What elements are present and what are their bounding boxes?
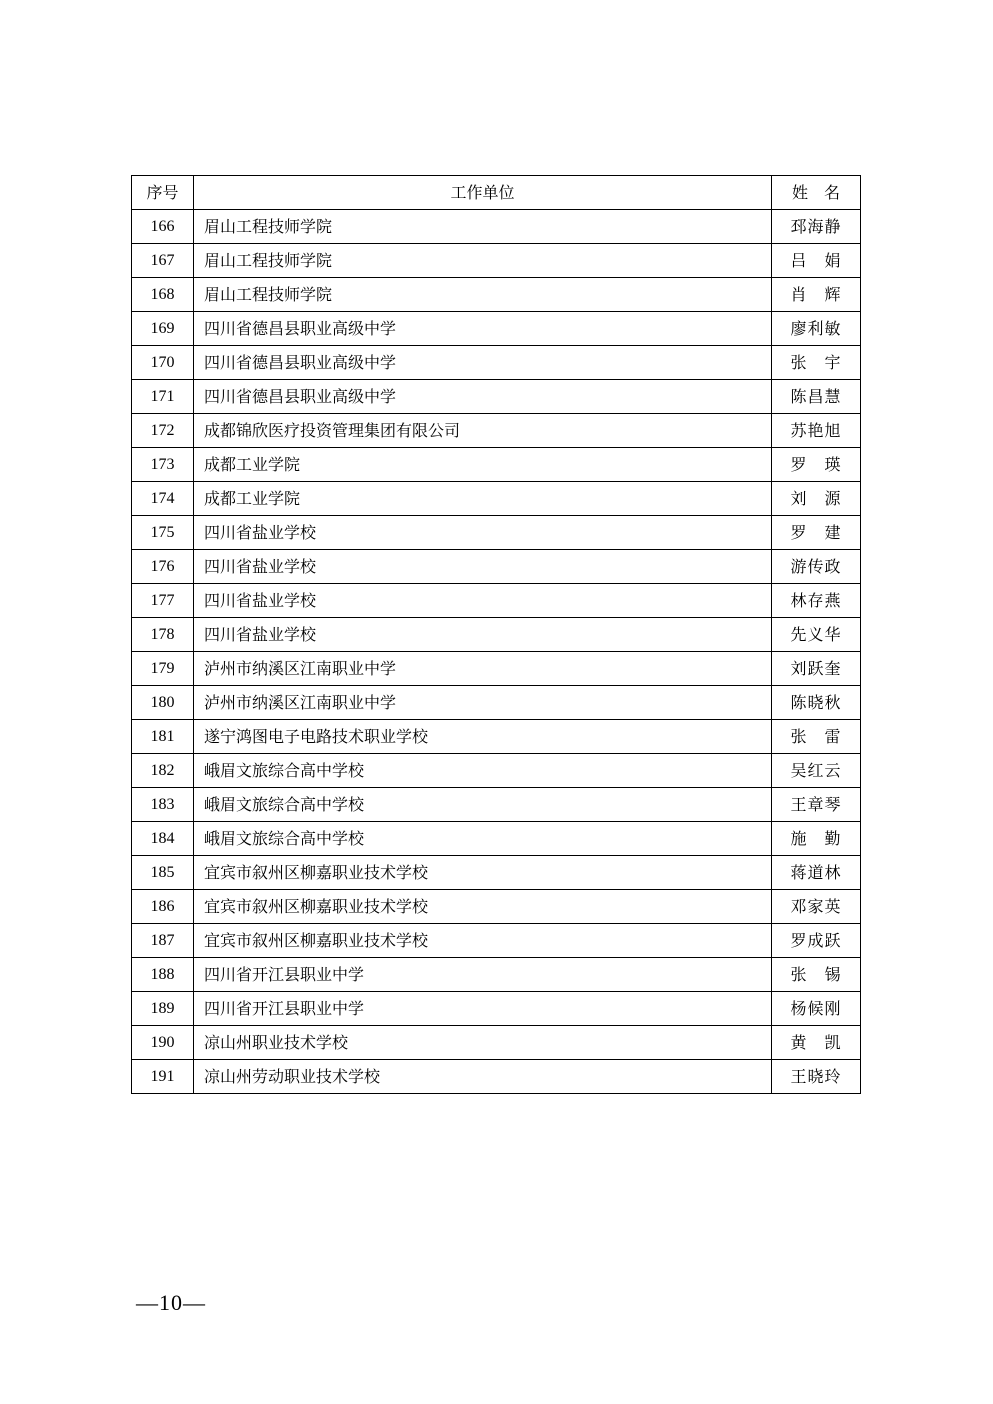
table-row [132, 720, 861, 754]
row-name: 蒋道林 [772, 856, 861, 890]
roster-table [131, 175, 861, 1094]
row-unit: 宜宾市叙州区柳嘉职业技术学校 [194, 890, 772, 924]
table-row [132, 312, 861, 346]
row-seq: 190 [132, 1026, 194, 1060]
row-seq: 172 [132, 414, 194, 448]
table-row [132, 992, 861, 1026]
row-seq: 170 [132, 346, 194, 380]
row-seq: 186 [132, 890, 194, 924]
row-name: 张 雷 [772, 720, 861, 754]
row-seq: 168 [132, 278, 194, 312]
row-seq: 166 [132, 210, 194, 244]
row-name: 肖 辉 [772, 278, 861, 312]
table-row [132, 686, 861, 720]
row-seq: 187 [132, 924, 194, 958]
row-name: 林存燕 [772, 584, 861, 618]
row-unit: 四川省盐业学校 [194, 618, 772, 652]
row-seq: 171 [132, 380, 194, 414]
row-unit: 成都锦欣医疗投资管理集团有限公司 [194, 414, 772, 448]
table-row [132, 856, 861, 890]
table-row [132, 958, 861, 992]
header-name: 姓 名 [772, 176, 861, 210]
row-seq: 174 [132, 482, 194, 516]
row-unit: 凉山州劳动职业技术学校 [194, 1060, 772, 1094]
row-seq: 178 [132, 618, 194, 652]
row-unit: 眉山工程技师学院 [194, 278, 772, 312]
table-row [132, 754, 861, 788]
table-row [132, 1026, 861, 1060]
row-seq: 185 [132, 856, 194, 890]
header-seq: 序号 [132, 176, 194, 210]
row-name: 邓家英 [772, 890, 861, 924]
row-seq: 169 [132, 312, 194, 346]
row-name: 先义华 [772, 618, 861, 652]
table-header [132, 176, 861, 210]
table-row [132, 244, 861, 278]
row-name: 邳海静 [772, 210, 861, 244]
table-row [132, 924, 861, 958]
row-name: 黄 凯 [772, 1026, 861, 1060]
table-row [132, 1060, 861, 1094]
row-unit: 峨眉文旅综合高中学校 [194, 822, 772, 856]
row-seq: 189 [132, 992, 194, 1026]
row-seq: 184 [132, 822, 194, 856]
table-row [132, 550, 861, 584]
row-name: 罗 建 [772, 516, 861, 550]
row-seq: 173 [132, 448, 194, 482]
table-row [132, 584, 861, 618]
table-row [132, 346, 861, 380]
row-unit: 四川省开江县职业中学 [194, 958, 772, 992]
row-unit: 宜宾市叙州区柳嘉职业技术学校 [194, 856, 772, 890]
row-unit: 四川省德昌县职业高级中学 [194, 380, 772, 414]
row-unit: 峨眉文旅综合高中学校 [194, 754, 772, 788]
table-row [132, 652, 861, 686]
row-name: 施 勤 [772, 822, 861, 856]
row-name: 杨候刚 [772, 992, 861, 1026]
row-name: 廖利敏 [772, 312, 861, 346]
row-seq: 167 [132, 244, 194, 278]
page-number: —10— [136, 1290, 206, 1315]
row-unit: 成都工业学院 [194, 482, 772, 516]
row-name: 刘 源 [772, 482, 861, 516]
row-name: 苏艳旭 [772, 414, 861, 448]
row-unit: 四川省盐业学校 [194, 584, 772, 618]
row-name: 陈昌慧 [772, 380, 861, 414]
row-name: 张 锡 [772, 958, 861, 992]
row-seq: 179 [132, 652, 194, 686]
row-name: 吴红云 [772, 754, 861, 788]
table-row [132, 210, 861, 244]
row-unit: 四川省德昌县职业高级中学 [194, 346, 772, 380]
row-unit: 四川省盐业学校 [194, 550, 772, 584]
row-unit: 成都工业学院 [194, 448, 772, 482]
table-row [132, 822, 861, 856]
row-unit: 遂宁鸿图电子电路技术职业学校 [194, 720, 772, 754]
row-seq: 176 [132, 550, 194, 584]
row-name: 王章琴 [772, 788, 861, 822]
row-unit: 眉山工程技师学院 [194, 210, 772, 244]
row-seq: 177 [132, 584, 194, 618]
table-body [132, 210, 861, 1094]
table-row [132, 516, 861, 550]
row-name: 罗成跃 [772, 924, 861, 958]
row-unit: 泸州市纳溪区江南职业中学 [194, 686, 772, 720]
row-name: 陈晓秋 [772, 686, 861, 720]
row-unit: 四川省德昌县职业高级中学 [194, 312, 772, 346]
row-seq: 188 [132, 958, 194, 992]
row-name: 刘跃奎 [772, 652, 861, 686]
row-unit: 泸州市纳溪区江南职业中学 [194, 652, 772, 686]
row-unit: 眉山工程技师学院 [194, 244, 772, 278]
table-row [132, 278, 861, 312]
table-row [132, 414, 861, 448]
table-row [132, 380, 861, 414]
row-name: 吕 娟 [772, 244, 861, 278]
row-name: 游传政 [772, 550, 861, 584]
row-seq: 180 [132, 686, 194, 720]
row-seq: 181 [132, 720, 194, 754]
table-row [132, 890, 861, 924]
row-name: 罗 瑛 [772, 448, 861, 482]
table-row [132, 482, 861, 516]
row-unit: 凉山州职业技术学校 [194, 1026, 772, 1060]
row-name: 张 宇 [772, 346, 861, 380]
table-row [132, 788, 861, 822]
row-unit: 峨眉文旅综合高中学校 [194, 788, 772, 822]
row-seq: 175 [132, 516, 194, 550]
table-row [132, 448, 861, 482]
row-seq: 191 [132, 1060, 194, 1094]
row-unit: 宜宾市叙州区柳嘉职业技术学校 [194, 924, 772, 958]
row-unit: 四川省开江县职业中学 [194, 992, 772, 1026]
row-name: 王晓玲 [772, 1060, 861, 1094]
header-unit: 工作单位 [194, 176, 772, 210]
header-row [132, 176, 861, 210]
table-row [132, 618, 861, 652]
row-seq: 183 [132, 788, 194, 822]
row-unit: 四川省盐业学校 [194, 516, 772, 550]
row-seq: 182 [132, 754, 194, 788]
